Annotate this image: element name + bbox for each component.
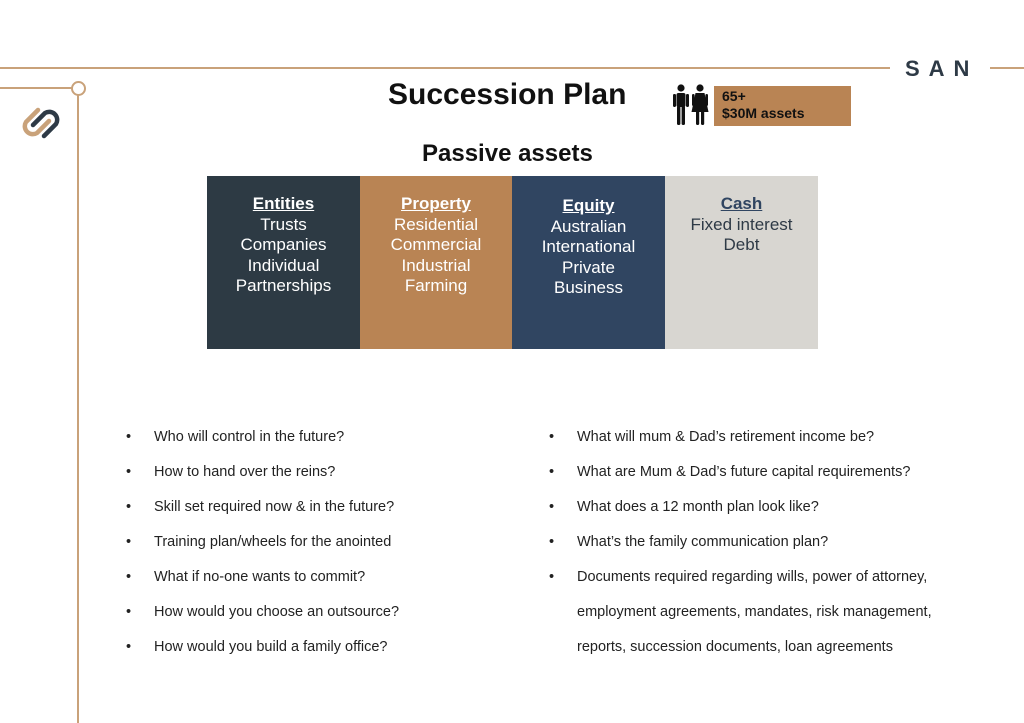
list-item: [549, 569, 932, 604]
page-title: Succession Plan: [388, 78, 627, 111]
question-text: Documents required regarding wills, power of attorney,: [577, 569, 928, 585]
category-item: Debt: [723, 235, 760, 254]
question-text: What if no-one wants to commit?: [154, 569, 366, 585]
left-vertical-line: [77, 94, 79, 723]
top-right-divider-line: [990, 67, 1024, 69]
question-text: What does a 12 month plan look like?: [577, 499, 819, 515]
bullet: •: [549, 464, 555, 480]
category-item: Partnerships: [235, 276, 332, 295]
category-item: International: [541, 237, 636, 256]
bullet: •: [126, 569, 132, 585]
list-item: [126, 639, 399, 674]
category-cash: [665, 176, 818, 349]
category-item: Business: [554, 278, 623, 297]
category-item: Companies: [240, 235, 327, 254]
question-text: What are Mum & Dad’s future capital requirements?: [577, 464, 911, 480]
category-item: Farming: [404, 276, 468, 295]
frame-node-circle: [71, 81, 86, 96]
category-entities: [207, 176, 360, 349]
badge-age: 65+: [722, 88, 746, 104]
question-text: employment agreements, mandates, risk management,: [577, 604, 932, 620]
list-item: [126, 534, 399, 569]
question-text: Who will control in the future?: [154, 429, 345, 445]
list-item: [126, 429, 399, 464]
bullet: •: [549, 429, 555, 445]
question-text: How to hand over the reins?: [154, 464, 336, 480]
category-item: Residential: [393, 214, 479, 234]
category-equity: [512, 176, 665, 349]
section-subtitle: Passive assets: [422, 140, 593, 167]
category-item: Industrial: [401, 255, 471, 275]
category-item: Australian: [550, 216, 627, 236]
category-property: [360, 176, 512, 349]
category-heading: Cash: [720, 194, 763, 213]
category-heading: Equity: [562, 196, 615, 215]
link-logo-icon: [18, 100, 64, 146]
left-divider-line: [0, 87, 72, 89]
category-item: Fixed interest: [690, 214, 793, 234]
question-text: reports, succession documents, loan agreements: [577, 639, 893, 655]
question-text: Skill set required now & in the future?: [154, 499, 395, 515]
list-item: [126, 604, 400, 639]
couple-icon: [672, 84, 710, 126]
question-text: What will mum & Dad’s retirement income be?: [577, 429, 875, 445]
list-item: [549, 464, 932, 499]
list-item-continuation: [577, 604, 932, 639]
bullet: •: [549, 569, 555, 585]
bullet: •: [126, 604, 132, 620]
list-item: [549, 429, 932, 464]
question-text: How would you build a family office?: [154, 639, 388, 655]
category-item: Commercial: [390, 235, 482, 254]
bullet: •: [126, 499, 132, 515]
bullet: •: [549, 499, 555, 515]
badge-assets: $30M assets: [722, 105, 805, 121]
category-item: Private: [562, 257, 615, 277]
question-text: What’s the family communication plan?: [577, 534, 829, 550]
bullet: •: [126, 464, 132, 480]
bullet: •: [126, 429, 132, 445]
bullet: •: [126, 639, 132, 655]
category-heading: Entities: [252, 194, 315, 213]
profile-badge: [714, 86, 851, 126]
list-item: [126, 499, 399, 534]
questions-list-left: [126, 429, 400, 674]
top-divider-line: [0, 67, 890, 69]
brand-wordmark: SAN: [905, 56, 979, 81]
list-item-continuation: [577, 639, 932, 674]
bullet: •: [549, 534, 555, 550]
category-item: Individual: [247, 255, 320, 275]
questions-list-right: [549, 429, 932, 674]
list-item: [126, 464, 399, 499]
bullet: •: [126, 534, 132, 550]
list-item: [549, 534, 932, 569]
list-item: [549, 499, 932, 534]
category-heading: Property: [401, 194, 471, 213]
question-text: How would you choose an outsource?: [154, 604, 400, 620]
list-item: [126, 569, 399, 604]
category-item: Trusts: [260, 214, 307, 234]
question-text: Training plan/wheels for the anointed: [154, 534, 392, 550]
